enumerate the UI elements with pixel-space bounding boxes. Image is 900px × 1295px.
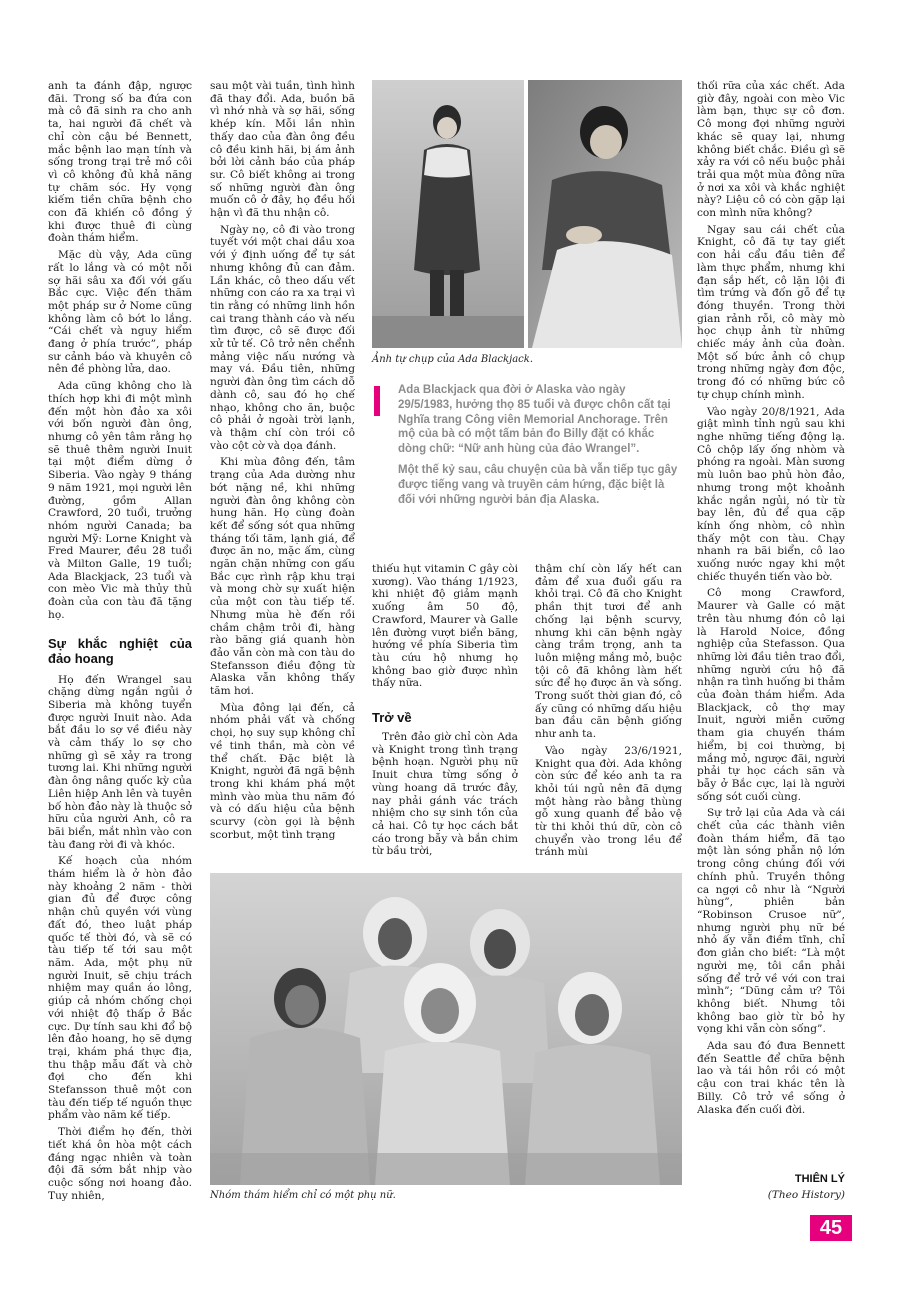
paragraph: sau một vài tuần, tình hình đã thay đổi. Ada, buồn bã vì nhớ nhà và sợ hãi, sống khép kín. Mỗi lần nhìn thấy dao của đàn ông đều cô đều kinh hãi, bị ám ảnh bởi lời cảnh báo của pháp sư. Cô biết không ai trong số những người đàn ông muốn cô ở đây, họ đều hối hận vì đã thu nhận cô. <box>210 80 355 220</box>
article-column-2 <box>210 80 355 870</box>
paragraph: Khi mùa đông đến, tâm trạng của Ada dường như bớt nặng nề, khi những người đàn ông không còn hung hăn. Họ cùng đoàn kết để sống sót qua những tháng tối tăm, lạnh giá, để được ăn no, mặc ấm, cùng ngăn chặn những con gấu Bắc cực rình rập khu trại và mong chờ sự xuất hiện của một con tàu tiếp tế. Nhưng mùa hè đến rồi chầm chậm trôi đi, hàng rào băng giá quanh hòn đảo vẫn còn mà con tàu do Stefansson điều động từ Alaska vẫn không thấy tăm hơi. <box>210 456 355 698</box>
paragraph: Thời điểm họ đến, thời tiết khá ôn hòa một cách đáng ngạc nhiên và toàn đội đã sớm bắt nhịp vào cuộc sống nơi hoang đảo. Tuy nhiên, <box>48 1126 192 1202</box>
article-column-3 <box>372 563 518 868</box>
photo-expedition-group <box>210 873 682 1185</box>
article-column-1 <box>48 80 192 1205</box>
paragraph: Trên đảo giờ chỉ còn Ada và Knight trong tình trạng bệnh hoạn. Người phụ nữ Inuit chưa từng sống ở vùng hoang dã trước đây, nay phải gánh vác trách nhiệm cho sự sinh tồn của cả hai. Cô tự học cách bắt cáo trong bẫy và bắn chim từ bầu trời, <box>372 731 518 858</box>
paragraph: Ada sau đó đưa Bennett đến Seattle để chữa bệnh lao và tái hôn rồi có một cậu con trai khác tên là Billy. Cô trở về sống ở Alaska đến cuối đời. <box>697 1040 845 1116</box>
paragraph: Mặc dù vậy, Ada cũng rất lo lắng và có một nỗi sợ hãi sâu xa đối với gấu Bắc cực. Việc đến thăm một pháp sư ở Nome cũng không làm cô bớt lo lắng. “Cái chết và nguy hiểm đang ở phía trước”, pháp sư cảnh báo và khuyên cô nên đề phòng lửa, dao. <box>48 249 192 376</box>
paragraph: Ada cũng không cho là thích hợp khi đi một mình đến một hòn đảo xa xôi với bốn người đàn ông, nhưng cô yên tâm rằng họ sẽ thuê thêm người Inuit tại một điểm dừng ở Siberia. Vào ngày 9 tháng 9 năm 1921, mọi người lên đường, gồm Allan Crawford, 20 tuổi, trưởng nhóm người Canada; ba người Mỹ: Lorne Knight và Fred Maurer, đều 28 tuổi và Milton Galle, 19 tuổi; Ada Blackjack, 23 tuổi và con mèo Vic mà thủy thủ đoàn của con tàu đã tặng họ. <box>48 380 192 621</box>
pullquote-accent-bar <box>374 386 380 416</box>
paragraph: Kế hoạch của nhóm thám hiểm là ở hòn đảo này khoảng 2 năm - thời gian đủ để được công nhận chủ quyền với vùng đất đó, theo luật pháp quốc tế thời đó, và sẽ có tàu tiếp tế tới sau một năm. Ada, một phụ nữ người Inuit, sẽ chịu trách nhiệm may quần áo lông, giúp cả nhóm chống chọi với nhiệt độ thấp ở Bắc cực. Dự tính sau khi đổ bộ lên đảo hoang, họ sẽ dựng trại, khám phá thực địa, thu thập mẫu đất và chờ đợi cho đến khi Stefansson thuê một con tàu đến tiếp tế nguồn thực phẩm vào năm kế tiếp. <box>48 855 192 1122</box>
article-column-4 <box>535 563 682 868</box>
paragraph: Mùa đông lại đến, cả nhóm phải vất và chống chọi, họ suy sụp không chỉ về tinh thần, mà còn về thể chất. Đặc biệt là Knight, người đã ngã bệnh trong khi khám phá một mình vào mùa thu năm đó và có dấu hiệu của bệnh scurvy (còn gọi là bệnh scorbut, một tình trạng <box>210 701 355 841</box>
photo-caption-bottom: Nhóm thám hiểm chỉ có một phụ nữ. <box>210 1190 396 1201</box>
paragraph: thối rữa của xác chết. Ada giờ đây, ngoài con mèo Vic làm bạn, thực sự cô đơn. Cô mong đợi những người khác sẽ quay lại, nhưng không biết chắc. Điều gì sẽ xảy ra với cô nếu buộc phải trải qua một mùa đông nữa ở nơi xa xôi và khắc nghiệt này? Liệu cô có còn gặp lại con mình nữa không? <box>697 80 845 220</box>
paragraph: Họ đến Wrangel sau chặng dừng ngắn ngủi ở Siberia mà không tuyển được người Inuit nào. Ada bắt đầu lo sợ về điều này và cảm thấy lo sợ cho những gì sẽ xảy ra trong tương lai. Khi những người đàn ông nâng quốc kỳ của Liên hiệp Anh lên và tuyên bố hòn đảo này là thuộc sở hữu của người Anh, cô ra bãi biển, mắt nhìn vào con tàu đang rời đi và khóc. <box>48 673 192 851</box>
paragraph: Ngay sau cái chết của Knight, cô đã tự tay giết con hải cẩu đầu tiên để làm thực phẩm, nhưng khi đạn sắp hết, cô lặn lội đi tìm trứng và đốn gỗ để tự đóng thuyền. Trong thời gian rảnh rỗi, cô mày mò học chụp ảnh từ những chiếc máy ảnh của đoàn. Một số bức ảnh cô chụp trong những ngày đơn độc, trong đó có những bức cô tự chụp chính mình. <box>697 223 845 401</box>
article-source: (Theo History) <box>767 1189 845 1201</box>
pullquote-paragraph: Ada Blackjack qua đời ở Alaska vào ngày 29/5/1983, hưởng thọ 85 tuổi và được chôn cất tại Nghĩa trang Công viên Memorial Anchorage. Trên mộ của bà có một tấm bản đo Billy đặt có khắc dòng chữ: “Nữ anh hùng của đảo Wrangel”. <box>398 384 671 456</box>
paragraph: Ngày nọ, cô đi vào trong tuyết với một chai dầu xoa với ý định uống để tự sát nhưng không đủ can đảm. Lần khác, cô theo dấu vết những con cáo ra xa trại vì tin rằng có những linh hồn cai trang thành cáo và nếu tìm được, cô sẽ được đối xử tử tế. Cô trở nên chểnh mảng việc nấu nướng và may vá. Đầu tiên, những người đàn ông tìm cách dỗ dành cô, sau đó họ chế nhạo, không cho ăn, buộc cô phải ở ngoài trời lạnh, và thậm chí còn trói cô vào cột cờ và dọa đánh. <box>210 223 355 452</box>
pullquote <box>398 383 682 528</box>
author-name: THIÊN LÝ <box>794 1173 845 1185</box>
paragraph: Cô mong Crawford, Maurer và Galle có mặt trên tàu nhưng đón cô lại là Harold Noice, đồng nghiệp của Stefasson. Qua những lời đầu tiên trao đổi, những người cứu hộ đã nhận ra tình huống bi thảm của đoàn thám hiểm. Ada Blackjack, cô thợ may Inuit, người miễn cưỡng tham gia chuyến thám hiểm, bị coi thường, bị mắng mỏ, ngược đãi, người phải tự học cách săn và bẫy ở Bắc cực, lại là người sống sót cuối cùng. <box>697 587 845 803</box>
section-heading-return: Trở về <box>372 710 412 726</box>
section-heading-harsh-island: Sự khắc nghiệt của đảo hoang <box>48 635 192 666</box>
paragraph: Vào ngày 20/8/1921, Ada giật mình tỉnh ngủ sau khi nghe những tiếng động lạ. Cô chộp lấy ống nhòm và phóng ra ngoài. Màn sương mù luôn bao phủ hòn đảo, nhưng trong một khoảnh khắc ngắn ngủi, nó từ từ bay lên, đủ để qua cặp kính ống nhòm, cô nhìn thấy một con tàu. Chạy nhanh ra bãi biển, cô lao xuống nước ngay khi một chiếc thuyền tiến vào bờ. <box>697 405 845 583</box>
photo-ada-self-portrait <box>372 80 682 348</box>
pullquote-paragraph: Một thế kỷ sau, câu chuyện của bà vẫn tiếp tục gây được tiếng vang và truyền cảm hứng, đặc biệt là đối với những người bản địa Alaska. <box>398 463 678 506</box>
paragraph: Sự trở lại của Ada và cái chết của các thành viên đoàn thám hiểm, đã tạo một làn sóng phẫn nộ lớn trong công chúng đối với chính phủ. Truyền thông ca ngợi cô như là “Người hùng”, phiên bản “Robinson Crusoe nữ”, nhưng người phụ nữ bé nhỏ ấy vẫn điềm tĩnh, chỉ đơn giản cho biết: “Là một người mẹ, tôi cần phải sống để trở về với con trai mình”; “Dũng cảm ư? Tôi không biết. Nhưng tôi không bao giờ từ bỏ hy vọng khi vẫn còn sống”. <box>697 807 845 1036</box>
paragraph: thậm chí còn lấy hết can đảm để xua đuổi gấu ra khỏi trại. Cô đã cho Knight phần thịt tươi để anh chống lại bệnh scurvy, nhưng khi căn bệnh ngày càng trầm trọng, anh ta luôn miệng mắng mỏ, buộc tội cô đã không làm hết sức để họ được ăn và sống. Trong suốt thời gian đó, cô ấy cũng có những dấu hiệu ban đầu căn bệnh giống như anh ta. <box>535 563 682 741</box>
photo-caption-top: Ảnh tự chụp của Ada Blackjack. <box>372 354 533 365</box>
paragraph: Vào ngày 23/6/1921, Knight qua đời. Ada không còn sức để kéo anh ta ra khỏi túi ngủ nên đã dựng một hàng rào bằng thùng gỗ xung quanh để bảo vệ từ thi khỏi thú dữ, còn cô chuyển vào trong lều để tránh mùi <box>535 744 682 859</box>
article-column-5 <box>697 80 845 1185</box>
paragraph: thiếu hụt vitamin C gây còi xương). Vào tháng 1/1923, khi nhiệt độ giảm mạnh xuống âm 50 độ, Crawford, Maurer và Galle lên đường vượt biển băng, hướng về phía Siberia tìm tàu cứu hộ nhưng họ không bao giờ được nhìn thấy nữa. <box>372 563 518 690</box>
paragraph: anh ta đánh đập, ngược đãi. Trong số ba đứa con mà cô đã sinh ra cho anh ta, hai người đã chết và chỉ còn cậu bé Bennett, mắc bệnh lao mạn tính và sống trong trại trẻ mồ côi vì cô không đủ khả năng tự chăm sóc. Hy vọng kiếm tiền chữa bệnh cho con đã khiến cô đồng ý khi được thuê đi cùng đoàn thám hiểm. <box>48 80 192 245</box>
page-number-badge: 45 <box>810 1215 852 1241</box>
